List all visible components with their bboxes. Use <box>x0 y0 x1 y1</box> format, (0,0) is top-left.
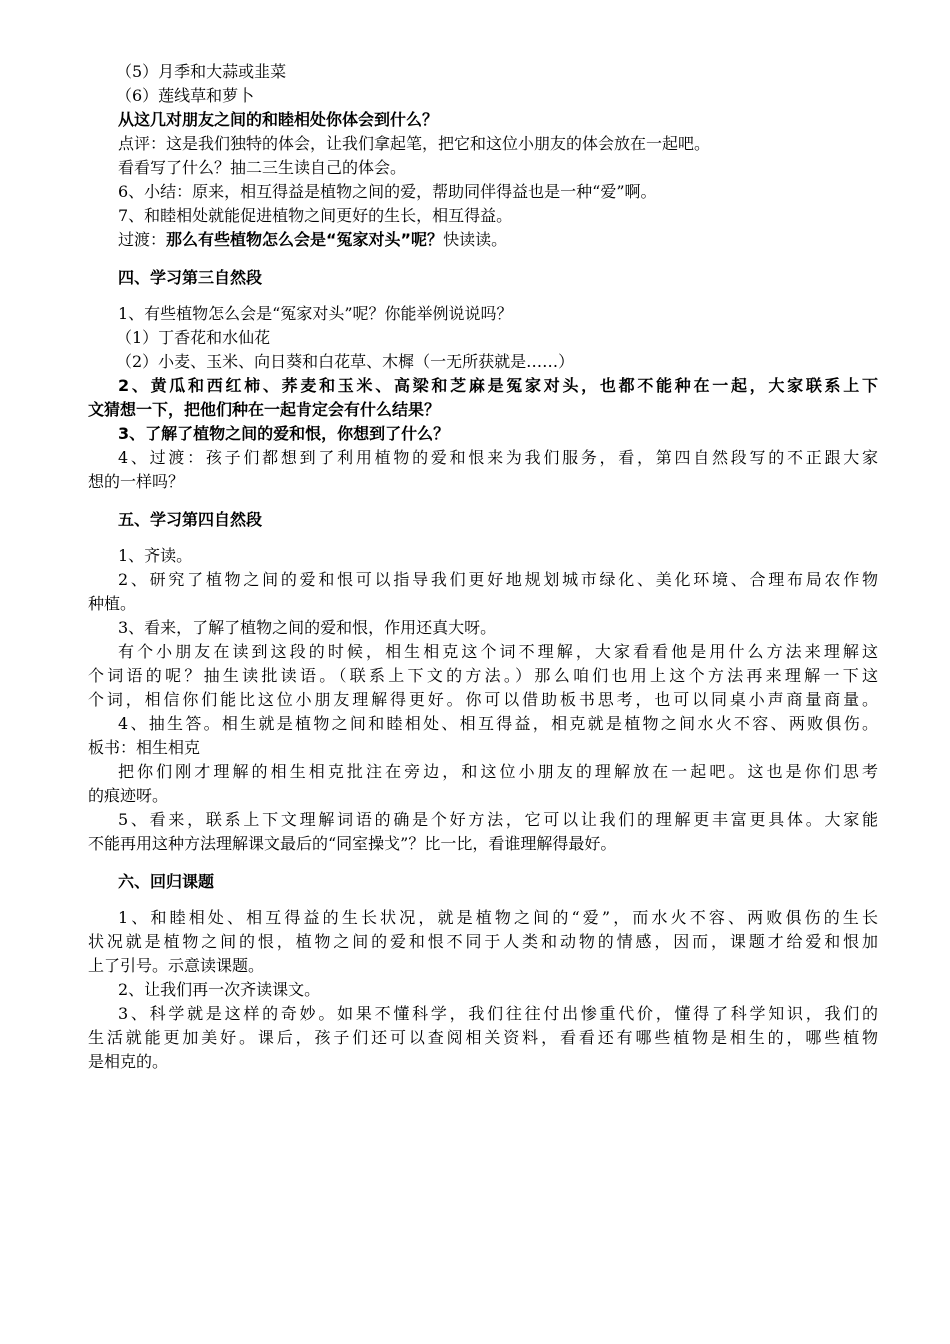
paragraph: 1、有些植物怎么会是“冤家对头”呢？你能举例说说吗？ <box>118 304 513 323</box>
paragraph-line: 种植。 <box>88 594 137 613</box>
paragraph-line: 不能再用这种方法理解课文最后的“同室操戈”？比一比，看谁理解得最好。 <box>88 834 617 853</box>
section-heading: 六、回归课题 <box>118 872 215 891</box>
paragraph-line: 把你们刚才理解的相生相克批注在旁边，和这位小朋友的理解放在一起吧。这也是你们思考 <box>118 762 878 781</box>
transition-suffix: 快读读。 <box>443 230 508 249</box>
paragraph: 1、齐读。 <box>118 546 193 565</box>
paragraph: 2、让我们再一次齐读课文。 <box>118 980 321 999</box>
paragraph: 3、看来，了解了植物之间的爱和恨，作用还真大呀。 <box>118 618 497 637</box>
list-item: （2）小麦、玉米、向日葵和白花草、木樨（一无所获就是……） <box>116 352 575 371</box>
document-page <box>88 60 878 1074</box>
paragraph-line: 3、科学就是这样的奇妙。如果不懂科学，我们往往付出惨重代价，懂得了科学知识，我们的 <box>118 1004 878 1023</box>
paragraph: 6、小结：原来，相互得益是植物之间的爱，帮助同伴得益也是一种“爱”啊。 <box>118 182 657 201</box>
section-heading: 五、学习第四自然段 <box>118 510 263 529</box>
paragraph-line: 生活就能更加美好。课后，孩子们还可以查阅相关资料，看看还有哪些植物是相生的，哪些植物 <box>88 1028 878 1047</box>
paragraph-line: 状况就是植物之间的恨，植物之间的爱和恨不同于人类和动物的情感，因而，课题才给爱和恨加 <box>88 932 878 951</box>
paragraph: 3、了解了植物之间的爱和恨，你想到了什么？ <box>118 424 450 443</box>
paragraph: 7、和睦相处就能促进植物之间更好的生长，相互得益。 <box>118 206 513 225</box>
list-item: （1）丁香花和水仙花 <box>116 328 271 347</box>
paragraph-line: 文猜想一下，把他们种在一起肯定会有什么结果？ <box>88 400 441 419</box>
paragraph-line: 5、看来，联系上下文理解词语的确是个好方法，它可以让我们的理解更丰富更具体。大家能 <box>118 810 878 829</box>
paragraph-line: 1、和睦相处、相互得益的生长状况，就是植物之间的“爱”，而水火不容、两败俱伤的生长 <box>118 908 878 927</box>
paragraph-line: 个词，相信你们能比这位小朋友理解得更好。你可以借助板书思考，也可以同桌小声商量商量。 <box>88 690 878 709</box>
transition-emphasis: 那么有些植物怎么会是“冤家对头”呢？ <box>166 230 444 249</box>
paragraph-line: 的痕迹呀。 <box>88 786 169 805</box>
section-heading: 四、学习第三自然段 <box>118 268 263 287</box>
list-item: （5）月季和大蒜或韭菜 <box>116 62 287 81</box>
paragraph-line: 2、黄瓜和西红柿、荞麦和玉米、高梁和芝麻是冤家对头，也都不能种在一起，大家联系上下 <box>118 376 878 395</box>
transition-prefix: 过渡： <box>118 230 167 249</box>
paragraph-line: 是相克的。 <box>88 1052 169 1071</box>
paragraph: 点评：这是我们独特的体会，让我们拿起笔，把它和这位小朋友的体会放在一起吧。 <box>118 134 711 153</box>
question-text: 从这几对朋友之间的和睦相处你体会到什么？ <box>118 110 439 129</box>
paragraph: 看看写了什么？抽二三生读自己的体会。 <box>118 158 407 177</box>
paragraph-line: 4、抽生答。相生就是植物之间和睦相处、相互得益，相克就是植物之间水火不容、两败俱伤。 <box>118 714 878 733</box>
paragraph-line: 有个小朋友在读到这段的时候，相生相克这个词不理解，大家看看他是用什么方法来理解这 <box>118 642 878 661</box>
paragraph-line: 个词语的呢？抽生读批读语。（联系上下文的方法。）那么咱们也用上这个方法再来理解一下这 <box>88 666 878 685</box>
paragraph-line: 想的一样吗？ <box>88 472 185 491</box>
paragraph-line: 4、过渡：孩子们都想到了利用植物的爱和恨来为我们服务，看，第四自然段写的不正跟大家 <box>118 448 878 467</box>
paragraph-line: 上了引号。示意读课题。 <box>88 956 265 975</box>
board-note: 板书：相生相克 <box>88 738 201 757</box>
paragraph-line: 2、研究了植物之间的爱和恨可以指导我们更好地规划城市绿化、美化环境、合理布局农作物 <box>118 570 878 589</box>
transition-paragraph <box>88 228 878 252</box>
list-item: （6）莲线草和萝卜 <box>116 86 255 105</box>
